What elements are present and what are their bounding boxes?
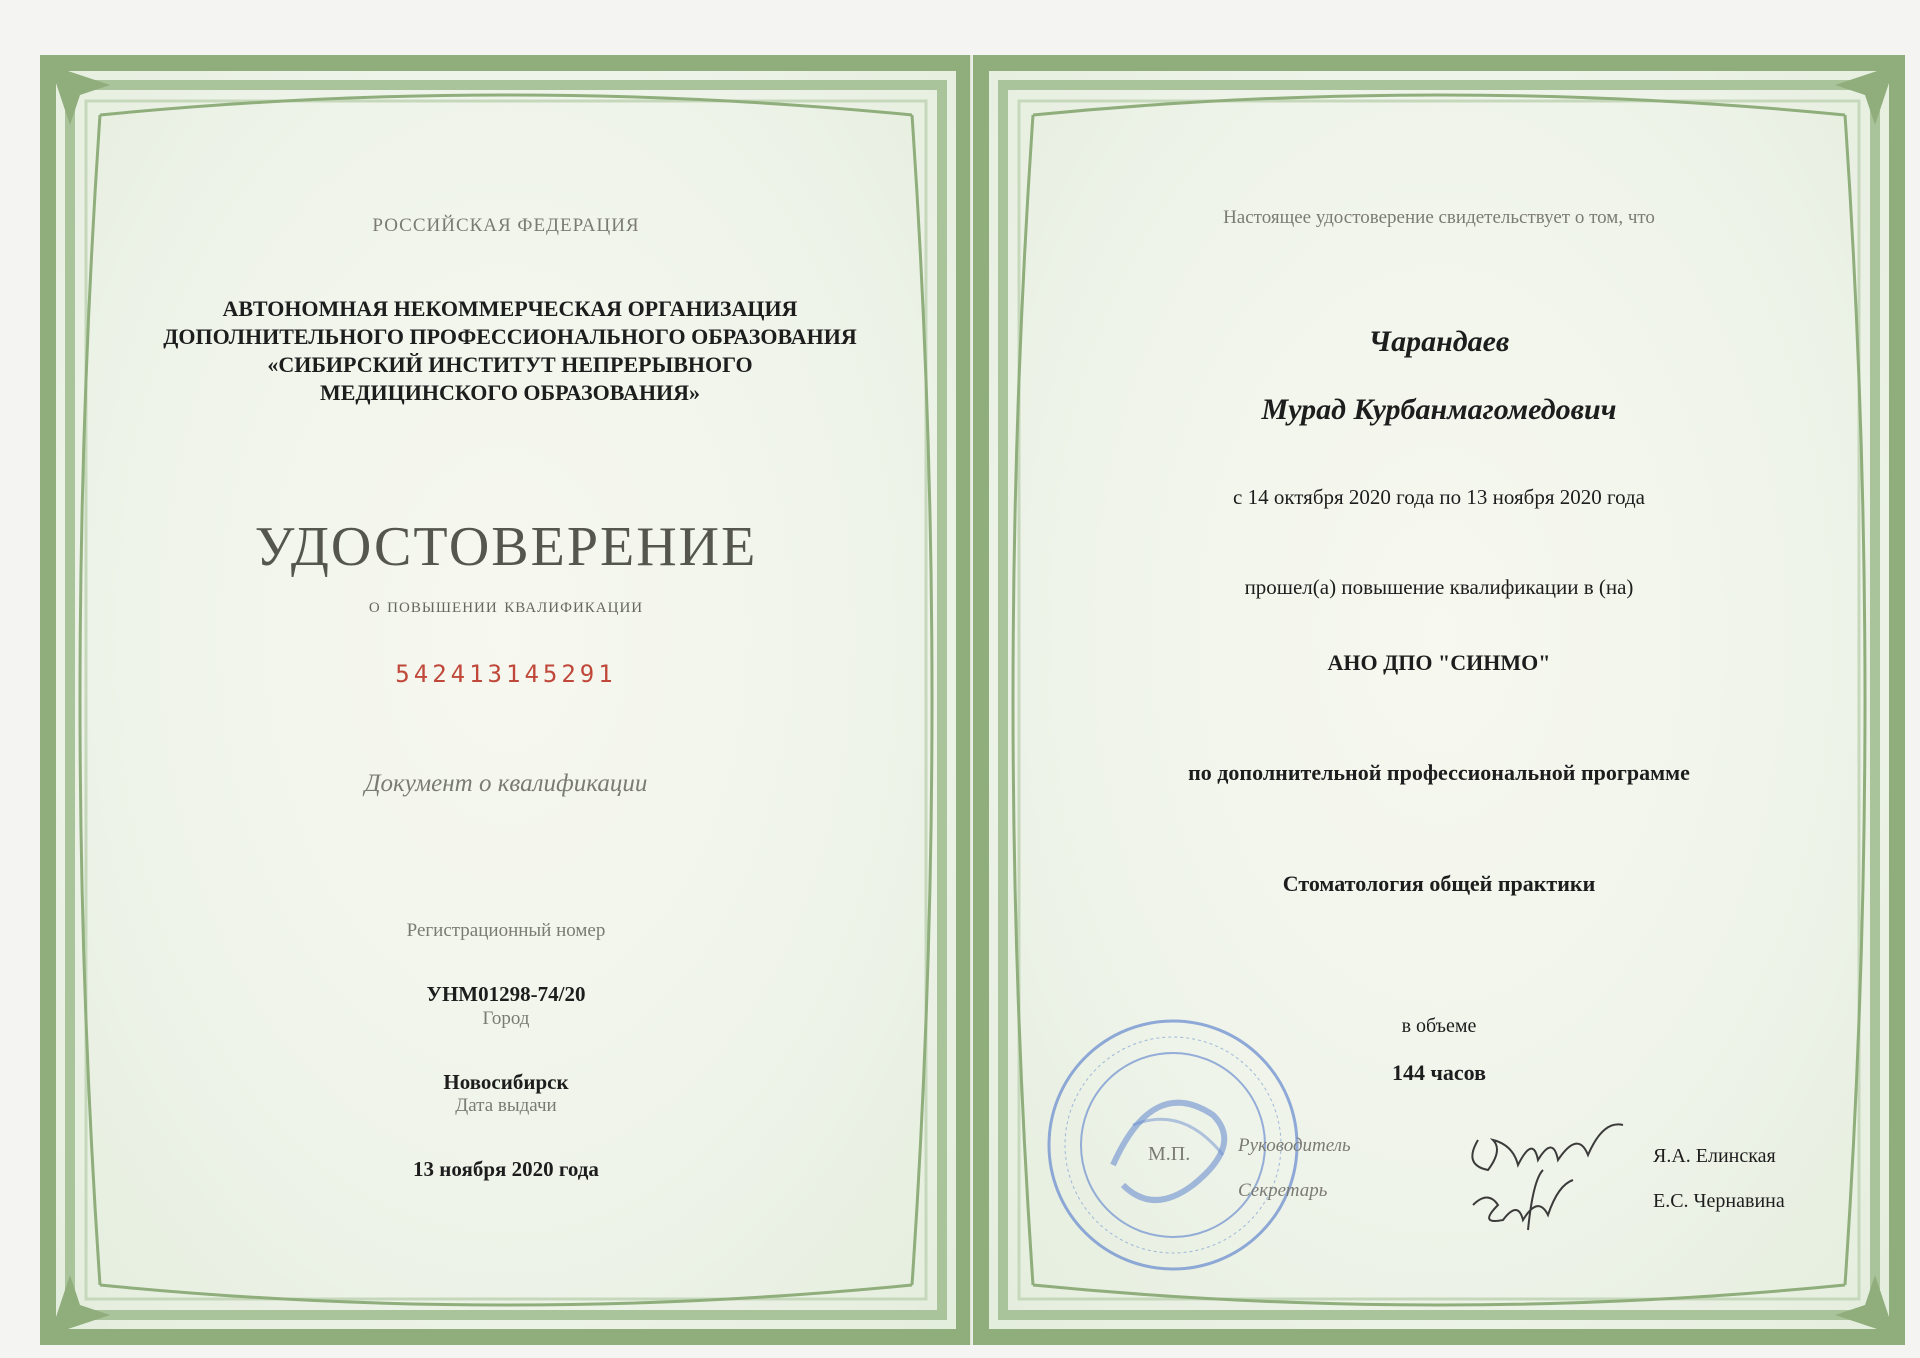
head-role-label: Руководитель bbox=[1238, 1135, 1351, 1156]
issue-date: 13 ноября 2020 года bbox=[413, 1157, 599, 1181]
passed-statement: прошел(а) повышение квалификации в (на) bbox=[1244, 575, 1634, 599]
volume-hours: 144 часов bbox=[1391, 1060, 1486, 1085]
certificate-sheet bbox=[40, 55, 1905, 1345]
right-page bbox=[973, 55, 1905, 1345]
city-value: Новосибирск bbox=[443, 1070, 569, 1094]
left-page bbox=[40, 55, 972, 1345]
org-line: МЕДИЦИНСКОГО ОБРАЗОВАНИЯ» bbox=[319, 380, 701, 405]
organization-full-name bbox=[120, 295, 900, 407]
city-label: Город bbox=[482, 1008, 530, 1029]
serial-number: 542413145291 bbox=[395, 660, 617, 688]
certifies-statement: Настоящее удостоверение свидетельствует о том, что bbox=[1223, 207, 1655, 228]
registration-number-label: Регистрационный номер bbox=[406, 920, 606, 941]
holder-surname: Чарандаев bbox=[1368, 325, 1510, 358]
secretary-role-label: Секретарь bbox=[1238, 1180, 1328, 1201]
document-title: УДОСТОВЕРЕНИЕ bbox=[254, 516, 758, 578]
qualification-document-label: Документ о квалификации bbox=[364, 770, 648, 797]
document-subtitle: о повышении квалификации bbox=[368, 592, 644, 617]
holder-given-names: Мурад Курбанмагомедович bbox=[1261, 393, 1617, 426]
program-label: по дополнительной профессиональной программе bbox=[1188, 760, 1690, 785]
registration-number: УНМ01298-74/20 bbox=[426, 982, 586, 1006]
country-name: РОССИЙСКАЯ ФЕДЕРАЦИЯ bbox=[372, 215, 640, 236]
secretary-name: Е.С. Чернавина bbox=[1653, 1190, 1785, 1212]
handwritten-signatures bbox=[1458, 1110, 1628, 1250]
training-period: с 14 октября 2020 года по 13 ноября 2020 года bbox=[1233, 485, 1645, 509]
org-line: ДОПОЛНИТЕЛЬНОГО ПРОФЕССИОНАЛЬНОГО ОБРАЗОВАНИЯ bbox=[163, 324, 857, 349]
org-line: АВТОНОМНАЯ НЕКОММЕРЧЕСКАЯ ОРГАНИЗАЦИЯ bbox=[222, 296, 798, 321]
head-name: Я.А. Елинская bbox=[1653, 1145, 1776, 1167]
volume-label: в объеме bbox=[1401, 1015, 1477, 1037]
program-name: Стоматология общей практики bbox=[1282, 871, 1596, 896]
org-line: «СИБИРСКИЙ ИНСТИТУТ НЕПРЕРЫВНОГО bbox=[267, 352, 753, 377]
organization-short-name: АНО ДПО "СИНМО" bbox=[1327, 650, 1551, 675]
issue-date-label: Дата выдачи bbox=[455, 1095, 557, 1116]
left-border-ornament bbox=[40, 55, 972, 1345]
seal-place-label: М.П. bbox=[1148, 1143, 1191, 1165]
